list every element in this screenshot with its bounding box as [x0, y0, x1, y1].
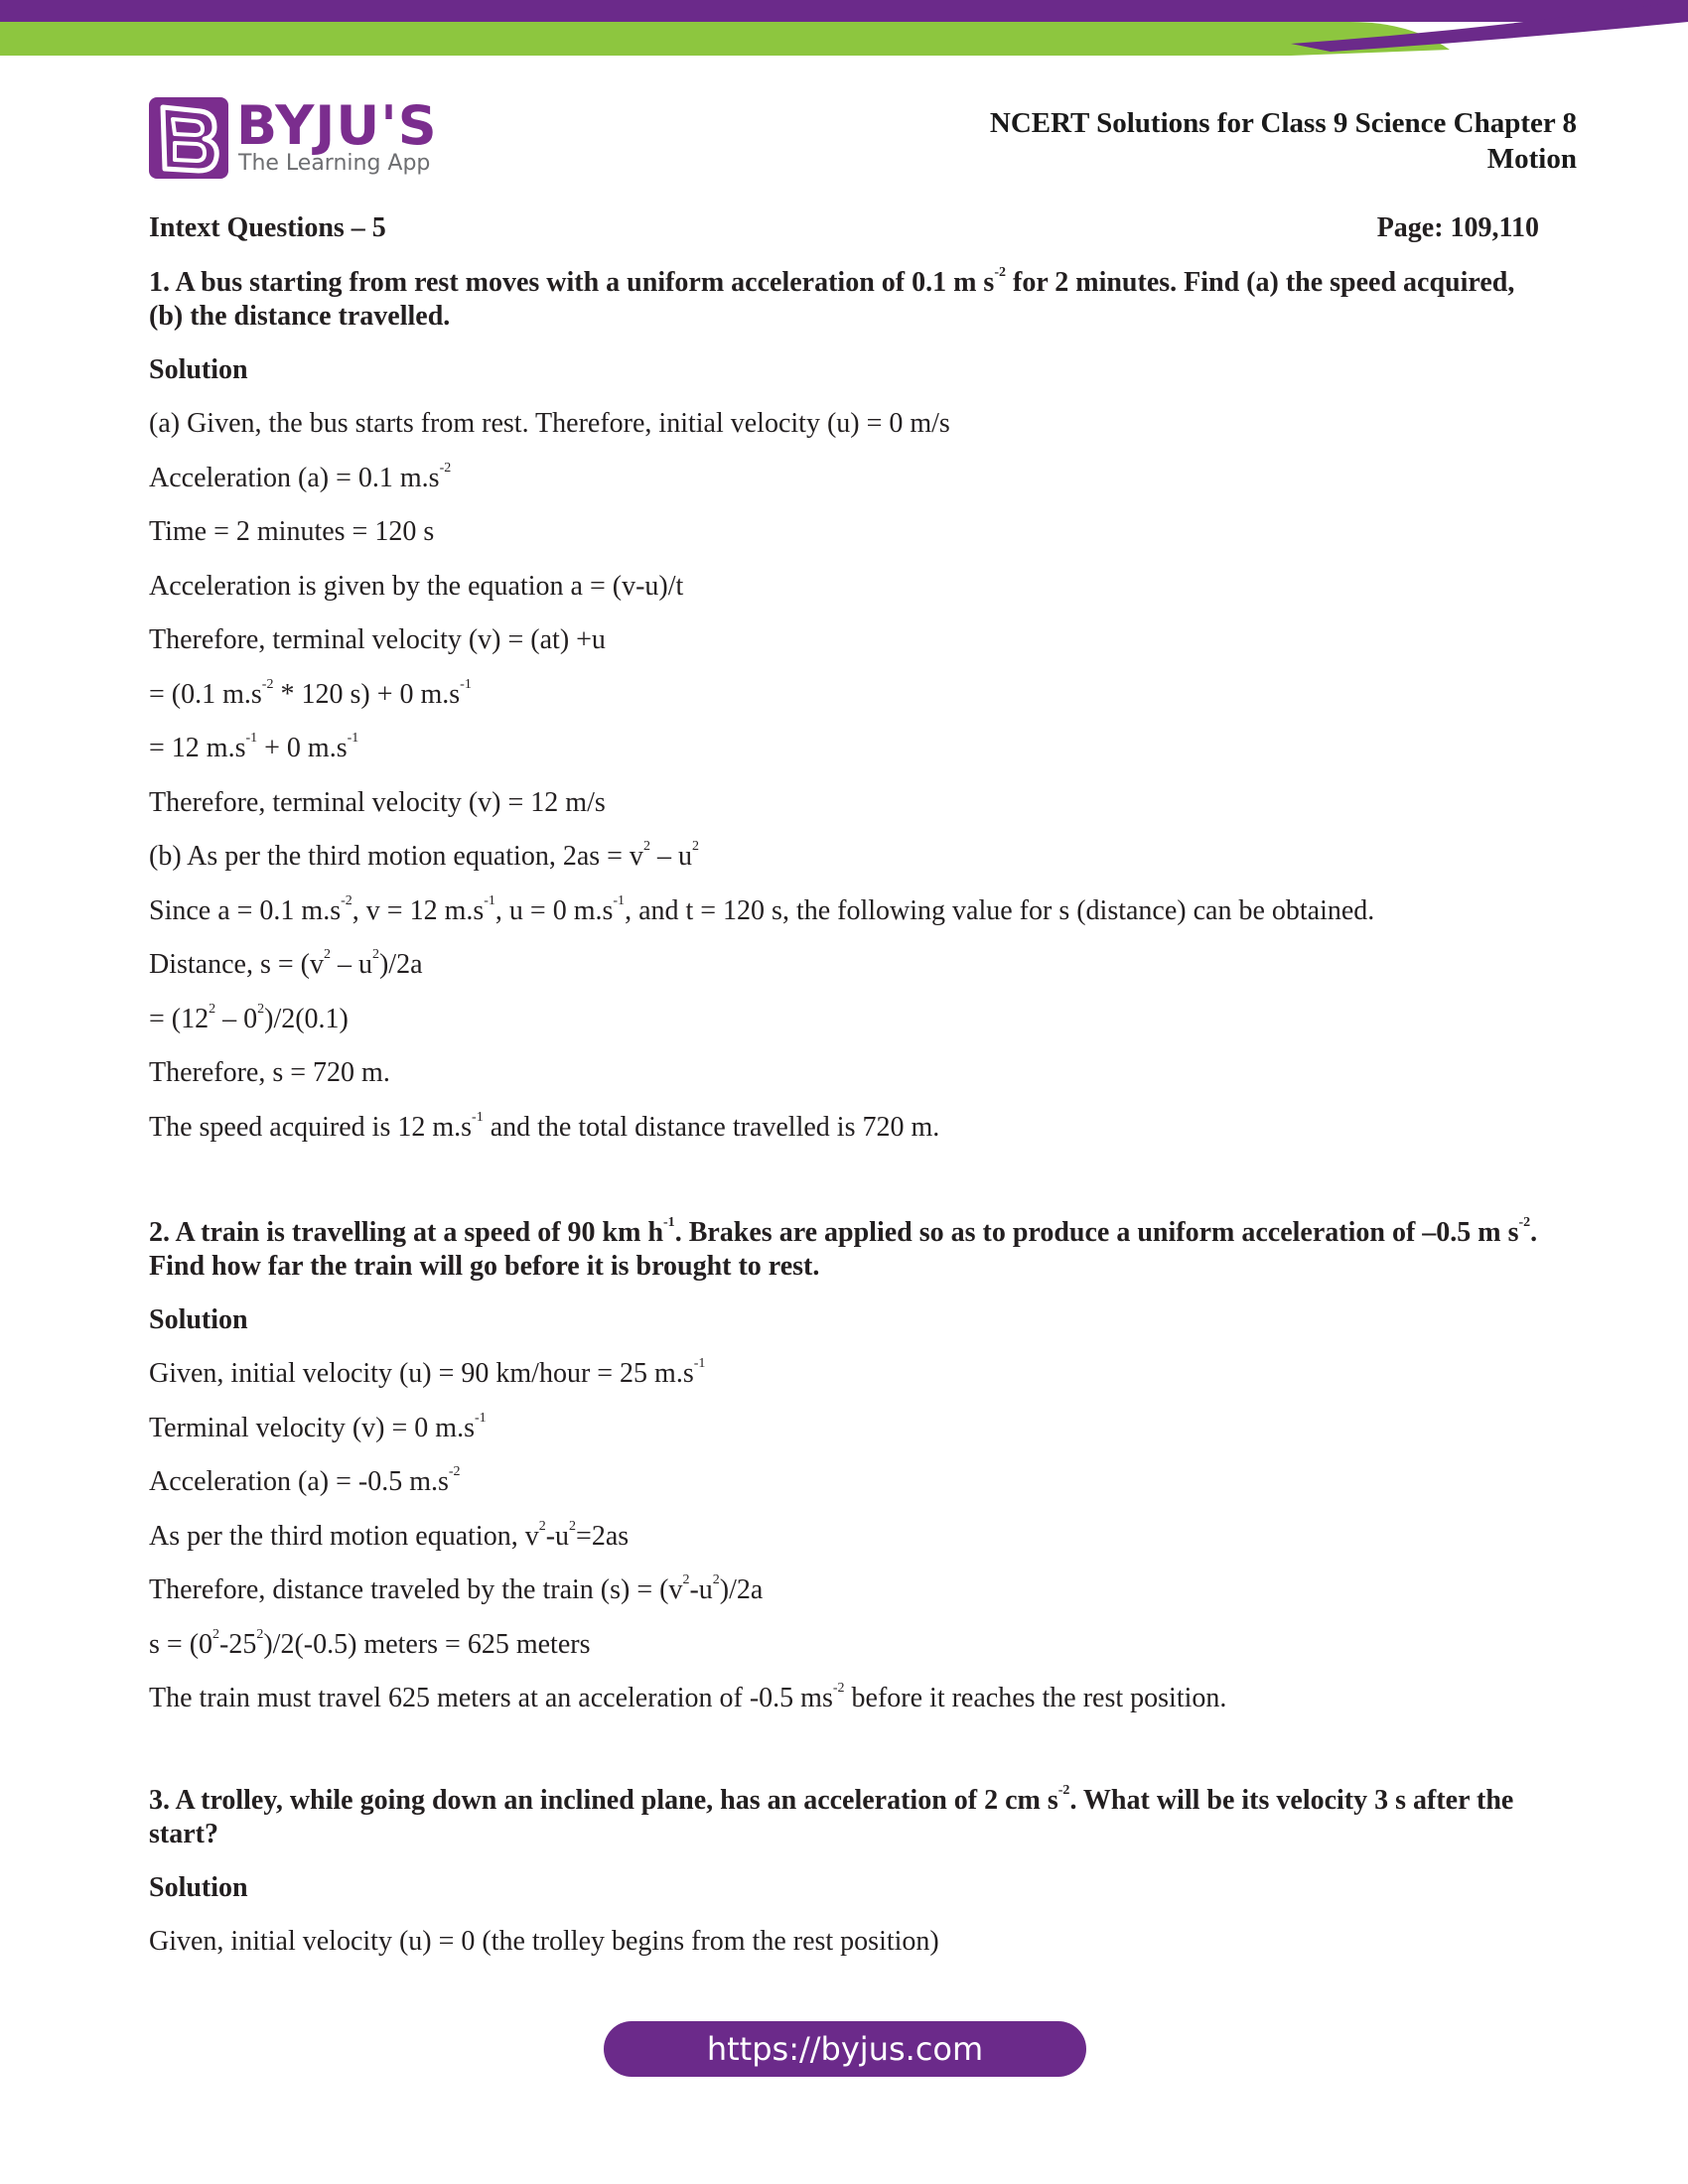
q1-line: Therefore, terminal velocity (v) = (at) +u: [149, 624, 606, 655]
top-decorative-band: [0, 0, 1688, 60]
q1-line: = (0.1 $m.s^{-2} * 120$ s) + 0 $m.s^{-1}$: [149, 676, 472, 710]
brand-name: BYJU'S: [236, 94, 438, 157]
q2-line: Terminal velocity (v) = 0 $m.s^{-1}$: [149, 1410, 487, 1443]
brand-tagline: The Learning App: [238, 151, 431, 176]
q2-line: The train must travel 625 meters at an acceleration of -0.5 $ms^{-2}$ before it reaches the rest position.: [149, 1681, 1227, 1713]
solution-label-3: Solution: [149, 1871, 248, 1903]
q2-line: Therefore, distance traveled by the train $(s) = (v^2-u^2)/2a$: [149, 1572, 764, 1605]
footer-url-link[interactable]: https://byjus.com: [604, 2021, 1086, 2077]
q1-line: (a) Given, the bus starts from rest. Therefore, initial velocity (u) = 0 m/s: [149, 408, 950, 439]
document-body: [149, 266, 1539, 1979]
q1-line: (b) As per the third motion equation, $2as = v^2 - u^2$: [149, 839, 699, 872]
q1-line: The speed acquired is 12 $m.s^{-1}$ and the total distance travelled is 720 m.: [149, 1109, 940, 1143]
q1-line: Since a = 0.1 $m.s^{-2}$, v = 12 $m.s^{-1}$, u = 0 $m.s^{-1}$, and t = 120 s, the following value for s (distance) can be obtained.: [149, 892, 1375, 926]
page-reference: Page: 109,110: [1376, 212, 1539, 243]
q2-line: Acceleration (a) = -0.5 $m.s^{-2}$: [149, 1464, 461, 1497]
spacer: [149, 1736, 1539, 1784]
question-3: 3. A trolley, while going down an inclined plane, has an acceleration of 2 cm $s^{-2}$. What will be its velocity 3 s after the start?: [149, 1782, 1514, 1849]
q1-line: Acceleration (a) = 0.1 $m.s^{-2}$: [149, 460, 452, 493]
solution-label-1: Solution: [149, 354, 248, 385]
q1-line: Time = 2 minutes = 120 s: [149, 516, 435, 547]
q1-line: Acceleration is given by the equation a = (v-u)/t: [149, 570, 684, 602]
section-title: Intext Questions – 5: [149, 212, 386, 243]
q1-line: Distance, $s = (v^2 - u^2)/2a$: [149, 947, 423, 980]
q2-line: $s = (0^2-25^2)/2(-0.5)$ meters = 625 meters: [149, 1626, 591, 1660]
document-title: [990, 105, 1577, 177]
q2-line: Given, initial velocity (u) = 90 km/hour = 25 $m.s^{-1}$: [149, 1356, 706, 1389]
question-2: 2. A train is travelling at a speed of 90 km $h^{-1}$. Brakes are applied so as to produce a uniform acceleration of –0.5 m $s^{-2}$. Find how far the train will go before it is brought to rest.: [149, 1215, 1538, 1282]
q1-line: Therefore, s = 720 m.: [149, 1057, 390, 1088]
q3-line: Given, initial velocity (u) = 0 (the trolley begins from the rest position): [149, 1925, 939, 1957]
q2-line: As per the third motion equation, $v^2-u^2=2as$: [149, 1518, 630, 1552]
document-title-line1: NCERT Solutions for Class 9 Science Chapter 8: [989, 107, 1577, 139]
solution-label-2: Solution: [149, 1304, 248, 1335]
spacer: [149, 1164, 1539, 1216]
document-title-line2: Motion: [1486, 143, 1577, 175]
section-header: [149, 212, 1539, 248]
q1-line: = $(12^2 - 0^2)/2(0.1)$: [149, 1001, 349, 1034]
q1-line: Therefore, terminal velocity (v) = 12 m/s: [149, 786, 606, 818]
question-1: 1. A bus starting from rest moves with a uniform acceleration of 0.1 m $s^{-2}$ for 2 minutes. Find (a) the speed acquired, (b) the distance travelled.: [149, 265, 1515, 332]
q1-line: = 12 $m.s^{-1} + 0$ $m.s^{-1}$: [149, 731, 359, 763]
byjus-logo: [149, 94, 438, 179]
byjus-logo-mark-icon: [149, 97, 228, 179]
